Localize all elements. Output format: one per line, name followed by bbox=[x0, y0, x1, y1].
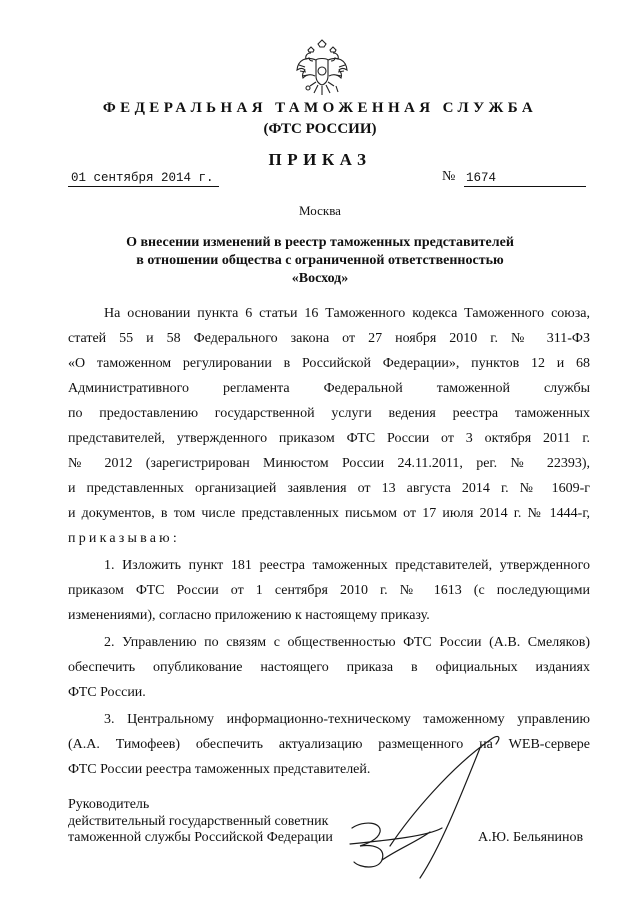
signatory-name: А.Ю. Бельянинов bbox=[478, 830, 584, 845]
text-line: (А.А. Тимофеев) обеспечить актуализацию размещенного на WEB-сервере bbox=[68, 737, 590, 752]
subject-line: «Восход» bbox=[291, 271, 349, 286]
order-item-2 bbox=[68, 630, 590, 705]
text-line: Административного регламента Федеральной таможенной службы bbox=[68, 381, 590, 396]
preamble-paragraph bbox=[68, 301, 590, 551]
text-line: 2. Управлению по связям с общественностью ФТС России (А.В. Смеляков) bbox=[104, 635, 590, 650]
agency-short-name: (ФТС РОССИИ) bbox=[263, 121, 377, 137]
handwritten-signature-icon bbox=[330, 728, 520, 888]
signatory-title bbox=[68, 797, 333, 847]
signatory-title-line: таможенной службы Российской Федерации bbox=[68, 830, 333, 845]
text-line: изменениями), согласно приложению к настоящему приказу. bbox=[68, 608, 430, 623]
text-line: приказом ФТС России от 1 сентября 2010 г. № 1613 (с последующими bbox=[68, 583, 590, 598]
signatory-title-line: Руководитель bbox=[68, 797, 150, 812]
text-line: по предоставлению государственной услуги ведения реестра таможенных bbox=[68, 406, 590, 421]
order-date: 01 сентября 2014 г. bbox=[68, 170, 219, 187]
text-line: статей 55 и 58 Федерального закона от 27 ноября 2010 г. № 311-ФЗ bbox=[68, 331, 590, 346]
text-line: ФТС России. bbox=[68, 685, 146, 700]
text-line: и документов, в том числе представленных письмом от 17 июля 2014 г. № 1444-г, bbox=[68, 506, 590, 521]
text-line: и представленных организацией заявления от 13 августа 2014 г. № 1609-г bbox=[68, 481, 590, 496]
text-line: На основании пункта 6 статьи 16 Таможенного кодекса Таможенного союза, bbox=[104, 306, 590, 321]
order-subject bbox=[0, 234, 640, 288]
text-line: № 2012 (зарегистрирован Минюстом России 24.11.2011, рег. № 22393), bbox=[68, 456, 590, 471]
order-verb: приказываю: bbox=[68, 531, 180, 546]
document-type-title: ПРИКАЗ bbox=[268, 150, 372, 169]
text-line: «О таможенном регулировании в Российской Федерации», пунктов 12 и 68 bbox=[68, 356, 590, 371]
order-item-1 bbox=[68, 553, 590, 628]
subject-line: О внесении изменений в реестр таможенных представителей bbox=[126, 235, 514, 250]
text-line: ФТС России реестра таможенных представителей. bbox=[68, 762, 371, 777]
city: Москва bbox=[299, 203, 341, 218]
agency-name: ФЕДЕРАЛЬНАЯ ТАМОЖЕННАЯ СЛУЖБА bbox=[102, 100, 538, 116]
text-line: обеспечить опубликование настоящего приказа в официальных изданиях bbox=[68, 660, 590, 675]
subject-line: в отношении общества с ограниченной ответственностью bbox=[136, 253, 504, 268]
eagle-emblem-icon bbox=[294, 38, 350, 100]
text-line: представителей, утвержденного приказом ФТС России от 3 октября 2011 г. bbox=[68, 431, 590, 446]
signatory-title-line: действительный государственный советник bbox=[68, 813, 329, 829]
text-line: 3. Центральному информационно-техническому таможенному управлению bbox=[104, 712, 590, 727]
order-number: 1674 bbox=[464, 170, 586, 187]
text-line: 1. Изложить пункт 181 реестра таможенных представителей, утвержденного bbox=[104, 558, 590, 573]
order-number-sign: № bbox=[442, 169, 456, 184]
